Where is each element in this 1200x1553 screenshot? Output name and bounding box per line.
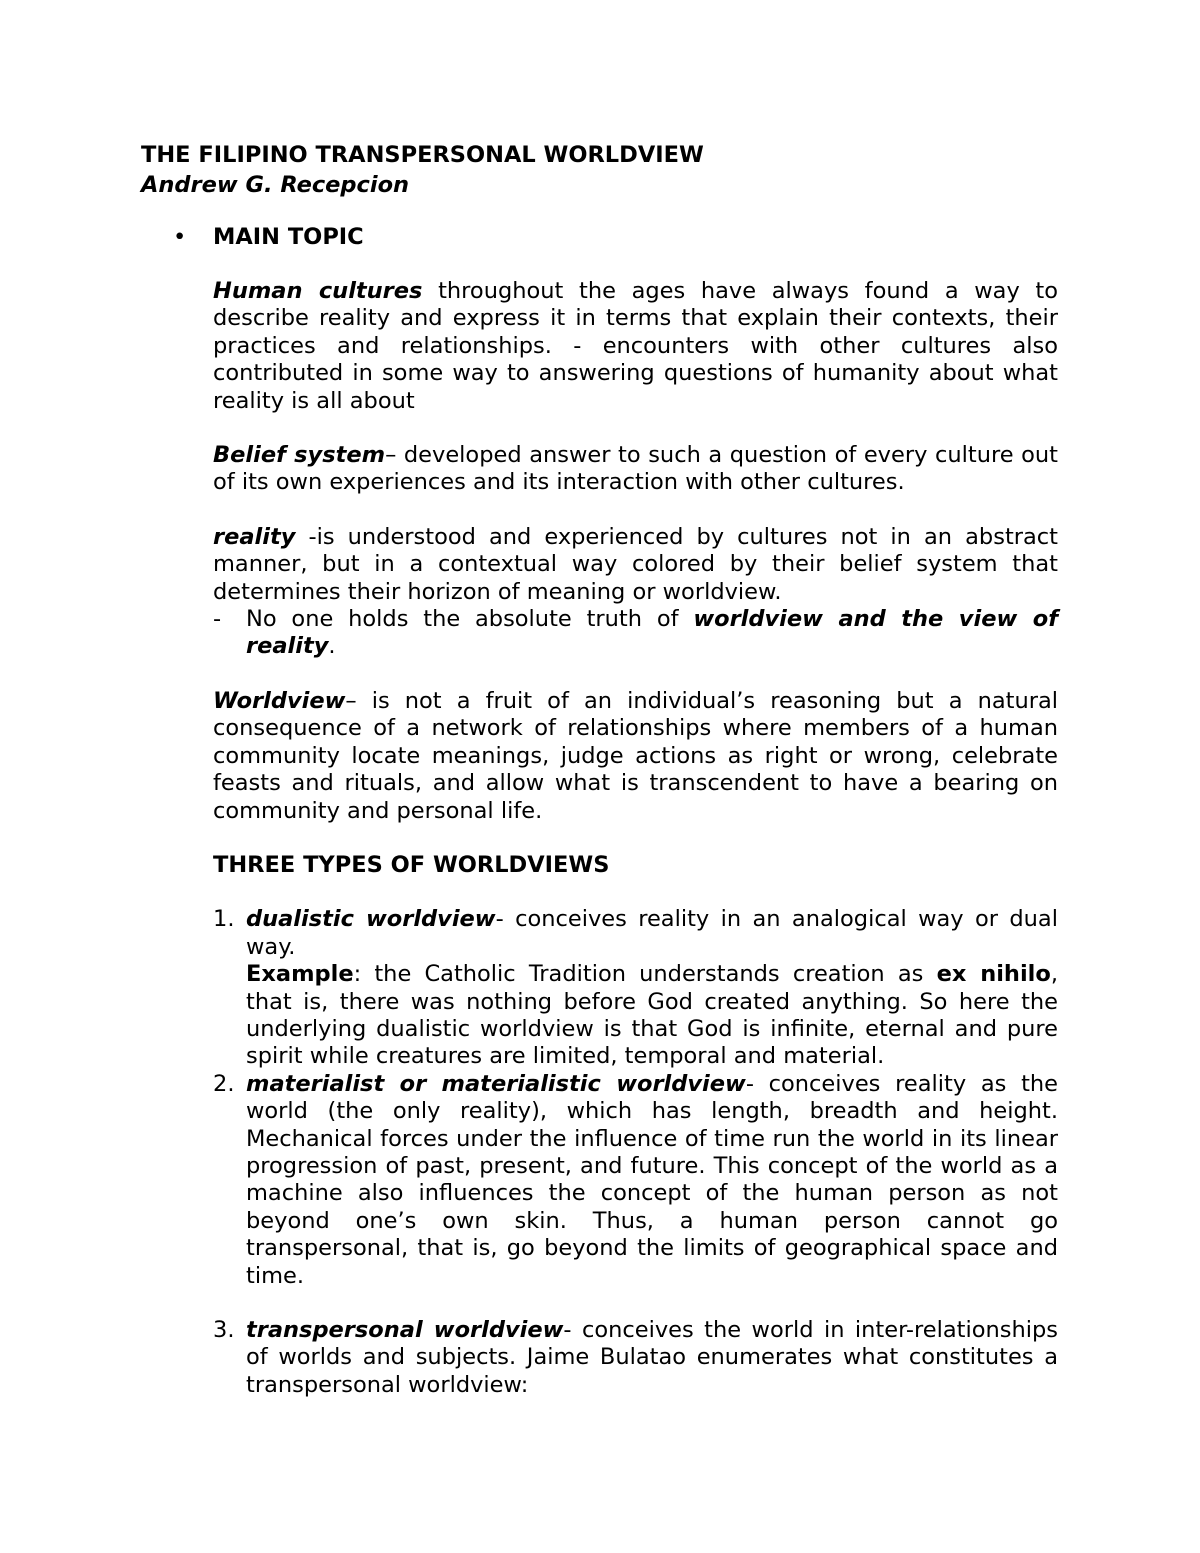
section-heading-types: THREE TYPES OF WORLDVIEWS: [213, 851, 610, 878]
term-human-cultures: Human cultures: [213, 278, 423, 304]
term-dualistic: dualistic worldview: [246, 906, 496, 933]
list-item-text: - conceives reality as the world (the only reality), which has length, breadth and height. Mechanical forces under the influence of time run the world in its linear progression of past, present, and future. This concept of the world as a machine also influences the concept of the human person as not beyond one’s own skin. Thus, a human person cannot go transpersonal, that is, go beyond the limits of geographical space and time.: [246, 1070, 1059, 1289]
reality-dash-item: [213, 606, 1058, 661]
list-number: 2.: [213, 1070, 235, 1097]
document-body: [213, 278, 1058, 1399]
term-worldview: Worldview: [213, 687, 346, 714]
paragraph-text: -is understood and experienced by cultures not in an abstract manner, but in a contextual way colored by their belief system that determines their horizon of meaning or worldview.: [213, 523, 1058, 605]
example-text: : the Catholic Tradition understands creation as: [353, 961, 937, 988]
paragraph-human-cultures: [213, 278, 1058, 415]
term-belief-system: Belief system: [213, 442, 386, 469]
list-item-transpersonal: [213, 1317, 1058, 1399]
dash-mark: -: [213, 606, 222, 633]
list-item-dualistic: [213, 906, 1058, 1070]
bullet-icon: •: [173, 224, 187, 250]
dash-item-text: No one holds the absolute truth of: [246, 606, 694, 633]
paragraph-text: – developed answer to such a question of every culture out of its own experiences and its interaction with other cultures.: [213, 442, 1058, 496]
term-transpersonal: transpersonal worldview: [246, 1317, 564, 1343]
example-text-end: , that is, there was nothing before God created anything. So here the underlying dualistic worldview is that God is infinite, eternal and pure spirit while creatures are limited, temporal and material.: [246, 961, 1058, 1070]
list-number: 1.: [213, 906, 235, 933]
term-reality: reality: [213, 523, 296, 550]
example-label: Example: [246, 961, 354, 988]
header: [141, 140, 704, 200]
paragraph-text: – is not a fruit of an individual’s reasoning but a natural consequence of a network of relationships where members of a human community locate meanings, judge actions as right or wrong, celebrate feasts and rituals, and allow what is transcendent to have a bearing on community and personal life.: [213, 687, 1058, 824]
list-item-text: - conceives the world in inter-relationships of worlds and subjects. Jaime Bulatao enumerates what constitutes a transpersonal worldview:: [246, 1317, 1058, 1398]
author-name: Andrew G. Recepcion: [141, 172, 410, 198]
main-topic-label: MAIN TOPIC: [213, 224, 364, 250]
paragraph-belief-system: [213, 442, 1058, 497]
paragraph-worldview: [213, 688, 1058, 825]
term-materialistic: materialist or materialistic worldview: [246, 1070, 746, 1097]
list-item-materialistic: [213, 1071, 1058, 1290]
paragraph-text: throughout the ages have always found a way to describe reality and express it in terms that explain their contexts, their practices and relationships. - encounters with other cultures also contributed in some way to answering questions of humanity about what reality is all about: [213, 278, 1059, 414]
example-emphasis: ex nihilo: [936, 961, 1051, 988]
paragraph-reality: [213, 524, 1058, 606]
dash-item-text-end: .: [328, 633, 336, 660]
dash-item-emphasis: worldview and the view of reality: [246, 606, 1058, 660]
list-item-text: - conceives reality in an analogical way or dual way.: [246, 906, 1058, 960]
document-title: THE FILIPINO TRANSPERSONAL WORLDVIEW: [141, 142, 704, 168]
list-number: 3.: [213, 1317, 235, 1343]
